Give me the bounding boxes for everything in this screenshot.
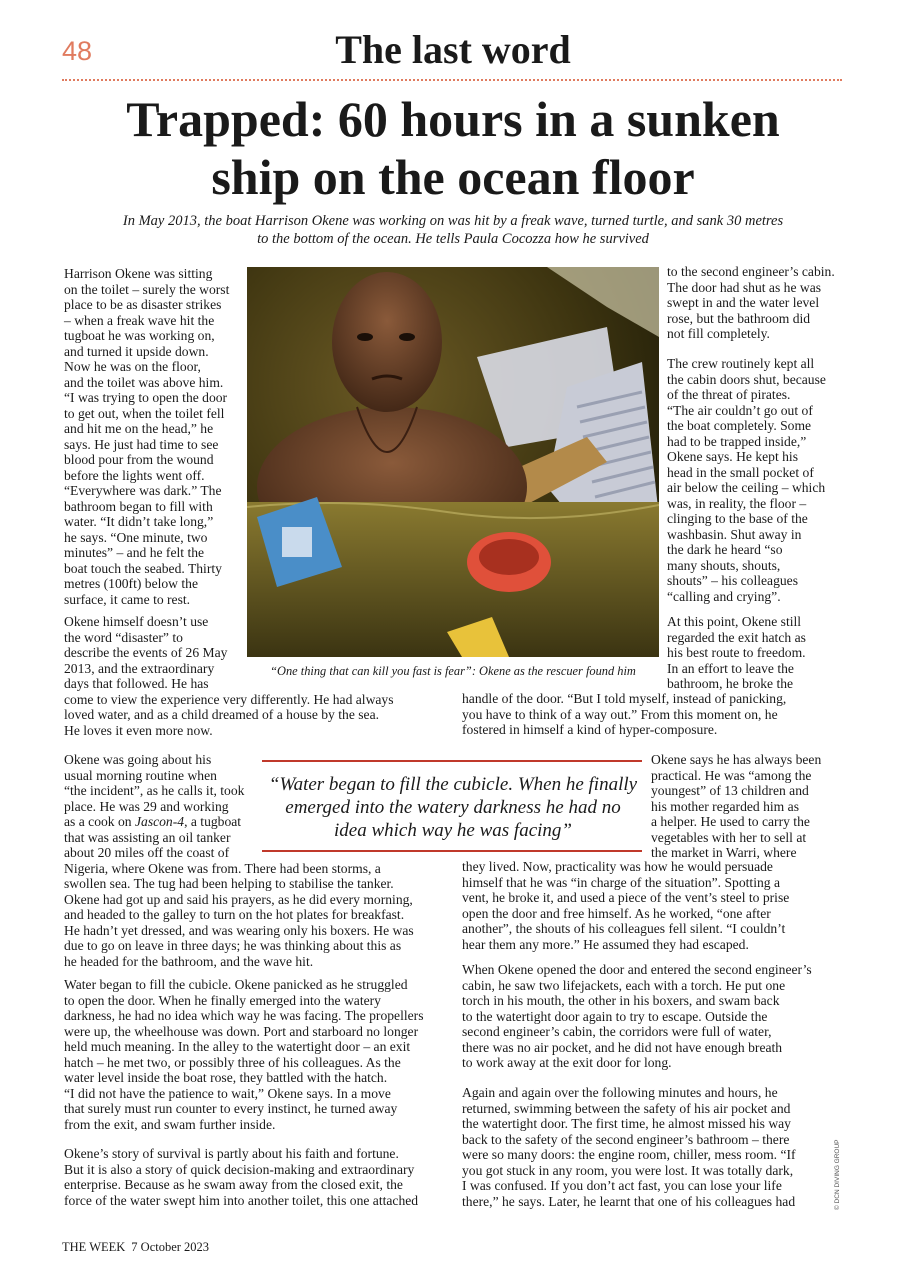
text-line: his best route to freedom. bbox=[667, 645, 806, 660]
text-line: on the toilet – surely the worst bbox=[64, 281, 230, 297]
text-line: The crew routinely kept all bbox=[667, 356, 815, 371]
text-line: rose, but the bathroom did bbox=[667, 310, 811, 326]
publication-name: THE WEEK bbox=[62, 1240, 126, 1254]
text-line: you got stuck in any room, you were lost. It was totally dark, bbox=[462, 1162, 794, 1178]
text-span: , a tugboat bbox=[184, 814, 242, 829]
left-paragraph-2 bbox=[64, 614, 464, 738]
text-line: surface, it came to rest. bbox=[64, 591, 191, 607]
text-line: vent, he broke it, and used a piece of the vent’s steel to prise bbox=[462, 890, 790, 905]
standfirst bbox=[80, 212, 826, 248]
text-line: He loves it even more now. bbox=[64, 722, 213, 738]
text-line: had to be trapped inside,” bbox=[667, 433, 807, 449]
text-line: head in the small pocket of bbox=[667, 464, 814, 480]
page-number: 48 bbox=[62, 36, 93, 66]
text-line: “Everywhere was dark.” The bbox=[64, 483, 222, 498]
headline-line: ship on the ocean floor bbox=[211, 149, 695, 205]
left-paragraph-1 bbox=[64, 266, 246, 607]
text-line: returned, swimming between the safety of his air pocket and bbox=[462, 1100, 791, 1116]
text-line: air below the ceiling – which bbox=[667, 480, 826, 495]
text-line: “I was trying to open the door bbox=[64, 390, 228, 405]
text-line: himself that he was “in charge of the situation”. Spotting a bbox=[462, 874, 780, 890]
text-line: of the threat of pirates. bbox=[667, 387, 791, 402]
text-line: practical. He was “among the bbox=[651, 767, 812, 783]
text-line: to open the door. When he finally emerged into the watery bbox=[64, 992, 381, 1008]
text-line: darkness, he had no idea which way he was facing. The propellers bbox=[64, 1008, 424, 1023]
text-line: Okene had got up and said his prayers, as he did every morning, bbox=[64, 891, 413, 907]
text-line: the cabin doors shut, because bbox=[667, 371, 826, 387]
text-line: place to be as disaster strikes bbox=[64, 297, 222, 312]
text-line: regarded the exit hatch as bbox=[667, 629, 806, 645]
text-line: he says. “One minute, two bbox=[64, 529, 208, 545]
text-line: second engineer’s cabin, the corridors were full of water, bbox=[462, 1024, 772, 1039]
text-line: he headed for the bathroom, and the wave hit. bbox=[64, 953, 314, 969]
text-line: to get out, when the toilet fell bbox=[64, 405, 225, 421]
text-line: youngest” of 13 children and bbox=[651, 783, 809, 798]
text-line: torch in his mouth, the other in his boxers, and swam back bbox=[462, 993, 780, 1008]
text-line: held much meaning. In the alley to the watertight door – an exit bbox=[64, 1039, 411, 1054]
right-paragraph-3-continued bbox=[462, 691, 847, 738]
text-line: and hit me on the head,” he bbox=[64, 421, 214, 436]
text-line: a helper. He used to carry the bbox=[651, 814, 810, 829]
text-line: that was assisting an oil tanker bbox=[64, 829, 231, 845]
text-line: and the toilet was above him. bbox=[64, 374, 224, 390]
text-line: many shouts, shouts, bbox=[667, 557, 781, 573]
header-rule bbox=[62, 79, 842, 81]
text-line: Water began to fill the cubicle. Okene panicked as he struggled bbox=[64, 977, 408, 992]
text-line: to the second engineer’s cabin. bbox=[667, 264, 835, 279]
text-line: Nigeria, where Okene was from. There had been storms, a bbox=[64, 860, 381, 876]
text-line: that surely must run counter to every instinct, he turned away bbox=[64, 1101, 398, 1116]
text-line: He hadn’t yet dressed, and was wearing only his boxers. He was bbox=[64, 922, 414, 938]
text-line: minutes” – and he felt the bbox=[64, 545, 205, 560]
text-line: blood pour from the wound bbox=[64, 452, 214, 467]
text-line: another”, the shouts of his colleagues fell silent. “I couldn’t bbox=[462, 921, 786, 936]
text-line: back to the safety of the second engineer’s bathroom – there bbox=[462, 1131, 790, 1147]
section-title: The last word bbox=[335, 27, 571, 72]
photo-illustration bbox=[247, 267, 659, 657]
text-line: loved water, and as a child dreamed of a house by the sea. bbox=[64, 707, 380, 722]
text-line: about 20 miles off the coast of bbox=[64, 845, 230, 860]
text-line: swollen sea. The tug had been helping to stabilise the tanker. bbox=[64, 876, 394, 891]
text-line: bathroom began to fill with bbox=[64, 498, 213, 514]
text-line: the boat completely. Some bbox=[667, 418, 812, 433]
text-line: come to view the experience very differently. He had always bbox=[64, 691, 394, 707]
issue-date: 7 October 2023 bbox=[131, 1240, 210, 1254]
text-line: Okene says. He kept his bbox=[667, 449, 798, 464]
text-line: Again and again over the following minutes and hours, he bbox=[462, 1085, 778, 1100]
text-line: they lived. Now, practicality was how he would persuade bbox=[462, 859, 773, 874]
text-line: to work away at the exit door for long. bbox=[462, 1055, 672, 1070]
text-line: before the lights went off. bbox=[64, 467, 205, 483]
right-paragraph-2 bbox=[667, 356, 847, 604]
text-line: the dark he heard “so bbox=[667, 542, 783, 557]
man-head bbox=[332, 272, 442, 412]
text-line: the market in Warri, where bbox=[651, 845, 797, 860]
text-line: Okene himself doesn’t use bbox=[64, 614, 209, 629]
text-line: swept in and the water level bbox=[667, 295, 820, 310]
text-line: 2013, and the extraordinary bbox=[64, 660, 215, 676]
text-line: due to go on leave in three days; he was thinking about this as bbox=[64, 938, 402, 953]
right-paragraph-3 bbox=[667, 614, 847, 692]
text-line: and headed to the galley to turn on the hot plates for breakfast. bbox=[64, 907, 405, 922]
footer bbox=[62, 1240, 209, 1255]
text-line: were up, the wheelhouse was down. Port and starboard no longer bbox=[64, 1023, 419, 1039]
text-line: clinging to the base of the bbox=[667, 511, 808, 526]
text-line: vegetables with her to sell at bbox=[651, 829, 807, 845]
text-line: cabin, he saw two lifejackets, each with a torch. He put one bbox=[462, 977, 786, 993]
text-line: “calling and crying”. bbox=[667, 588, 781, 604]
text-line: his mother regarded him as bbox=[651, 798, 799, 814]
photo-credit: © DCN DIVING GROUP bbox=[834, 1139, 841, 1210]
pull-quote: “Water began to fill the cubicle. When he finally emerged into the watery darkness he had no idea which way he was facing” bbox=[268, 774, 638, 841]
text-line: In an effort to leave the bbox=[667, 660, 794, 676]
text-line: was, in reality, the floor – bbox=[667, 495, 807, 511]
text-line: there was no air pocket, and he did not have enough breath bbox=[462, 1039, 783, 1055]
text-line: fostered in himself a kind of hyper-composure. bbox=[462, 722, 718, 737]
text-line: water. “It didn’t take long,” bbox=[64, 514, 214, 529]
text-line: to the watertight door again to try to escape. Outside the bbox=[462, 1008, 768, 1024]
article-photo bbox=[247, 267, 659, 657]
text-line: Okene’s story of survival is partly about his faith and fortune. bbox=[64, 1146, 399, 1161]
right-paragraph-4-continued bbox=[462, 859, 847, 952]
text-line: you have to think of a way out.” From this moment on, he bbox=[462, 706, 778, 722]
standfirst-line: to the bottom of the ocean. He tells Paula Cocozza how he survived bbox=[257, 231, 649, 247]
text-line: metres (100ft) below the bbox=[64, 576, 199, 591]
text-line: usual morning routine when bbox=[64, 767, 217, 783]
text-line: and turned it upside down. bbox=[64, 343, 209, 359]
text-line: “the incident”, as he calls it, took bbox=[64, 783, 245, 798]
text-line: – when a freak wave hit the bbox=[64, 312, 215, 328]
text-line: When Okene opened the door and entered the second engineer’s bbox=[462, 962, 812, 977]
text-line: But it is also a story of quick decision-making and extraordinary bbox=[64, 1161, 415, 1177]
text-line: handle of the door. “But I told myself, instead of panicking, bbox=[462, 691, 787, 706]
right-paragraph-5 bbox=[462, 962, 847, 1071]
text-line: hatch – he met two, or possibly three of his colleagues. As the bbox=[64, 1054, 401, 1070]
text-line: Now he was on the floor, bbox=[64, 359, 201, 374]
headline-line: Trapped: 60 hours in a sunken bbox=[126, 91, 780, 147]
text-line: the watertight door. The first time, he almost missed his way bbox=[462, 1116, 791, 1131]
text-span: as a cook on bbox=[64, 814, 135, 829]
text-line: At this point, Okene still bbox=[667, 614, 802, 629]
text-line: Okene says he has always been bbox=[651, 752, 822, 767]
vessel-name: Jascon-4 bbox=[134, 814, 185, 829]
text-line: hear them any more.” He assumed they had escaped. bbox=[462, 936, 749, 952]
text-line: place. He was 29 and working bbox=[64, 798, 229, 814]
text-line: Harrison Okene was sitting bbox=[64, 266, 213, 281]
text-line: force of the water swept him into another toilet, this one attached bbox=[64, 1192, 419, 1208]
text-line: days that followed. He has bbox=[64, 676, 209, 691]
text-line: “I did not have the patience to wait,” Okene says. In a move bbox=[64, 1085, 391, 1101]
text-line: describe the events of 26 May bbox=[64, 645, 228, 660]
right-paragraph-4 bbox=[651, 752, 847, 861]
headline bbox=[40, 90, 866, 206]
right-paragraph-1 bbox=[667, 264, 847, 342]
text-line: says. He just had time to see bbox=[64, 436, 219, 452]
pull-quote-rule-bottom bbox=[262, 850, 642, 852]
text-line: the word “disaster” to bbox=[64, 629, 183, 645]
text-line: boat touch the seabed. Thirty bbox=[64, 560, 222, 576]
text-line: open the door and free himself. As he worked, “one after bbox=[462, 905, 771, 921]
text-line: from the exit, and swam further inside. bbox=[64, 1116, 276, 1132]
text-line: The door had shut as he was bbox=[667, 279, 822, 295]
text-line: were so many doors: the engine room, chiller, mess room. “If bbox=[462, 1147, 796, 1162]
text-line: shouts” – his colleagues bbox=[667, 573, 799, 588]
text-line: I was confused. If you don’t act fast, you can lose your life bbox=[462, 1178, 782, 1193]
standfirst-line: In May 2013, the boat Harrison Okene was working on was hit by a freak wave, turned turtle, and sank 30 metres bbox=[122, 213, 784, 229]
left-paragraph-5 bbox=[64, 1146, 454, 1208]
text-line: there,” he says. Later, he learnt that one of his colleagues had bbox=[462, 1193, 796, 1209]
text-line: water level inside the boat rose, they battled with the hatch. bbox=[64, 1070, 388, 1085]
text-line: Okene was going about his bbox=[64, 752, 212, 767]
text-line: washbasin. Shut away in bbox=[667, 526, 802, 542]
text-line: “The air couldn’t go out of bbox=[667, 402, 813, 418]
left-paragraph-4 bbox=[64, 977, 454, 1132]
photo-caption: “One thing that can kill you fast is fear”: Okene as the rescuer found him bbox=[270, 664, 636, 678]
text-line: enterprise. Because as he swam away from the closed exit, the bbox=[64, 1177, 403, 1192]
text-line: tugboat he was working on, bbox=[64, 328, 215, 343]
text-line: not fill completely. bbox=[667, 326, 770, 341]
pull-quote-rule-top bbox=[262, 760, 642, 762]
right-paragraph-6 bbox=[462, 1085, 847, 1209]
text-line: bathroom, he broke the bbox=[667, 676, 794, 691]
